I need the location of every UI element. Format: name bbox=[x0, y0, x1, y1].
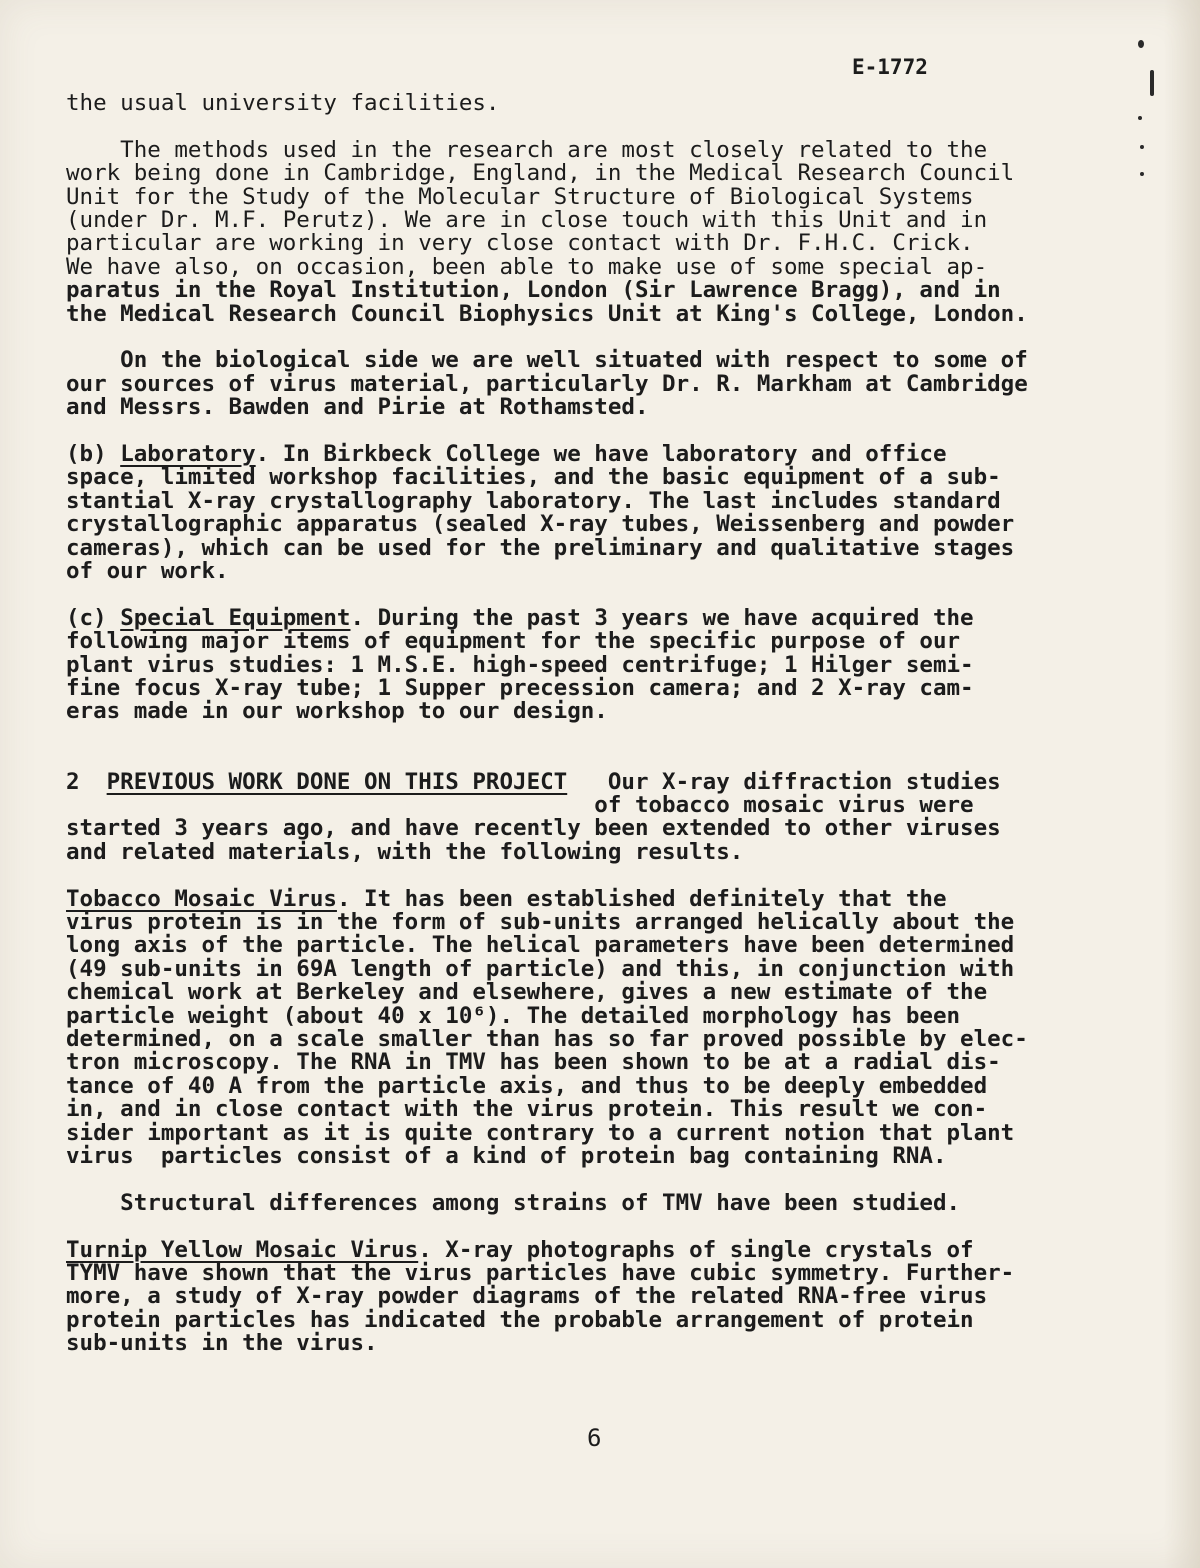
text-line: fine focus X-ray tube; 1 Supper precession camera; and 2 X-ray cam- bbox=[66, 675, 974, 701]
text-line: and Messrs. Bawden and Pirie at Rothamsted. bbox=[66, 394, 649, 421]
text-line: Unit for the Study of the Molecular Structure of Biological Systems bbox=[66, 183, 974, 210]
text-line: of our work. bbox=[66, 558, 229, 584]
text-line: chemical work at Berkeley and elsewhere, gives a new estimate of the bbox=[66, 979, 988, 1006]
section-heading: Tobacco Mosaic Virus bbox=[66, 885, 337, 912]
section-text: . In Birkbeck College we have laboratory and office bbox=[255, 441, 947, 467]
text-line bbox=[66, 768, 1001, 795]
margin-mark bbox=[1150, 70, 1154, 96]
text-line bbox=[66, 443, 947, 467]
section-text: . X-ray photographs of single crystals of bbox=[418, 1236, 974, 1263]
text-line: of tobacco mosaic virus were bbox=[66, 792, 974, 818]
text-line: We have also, on occasion, been able to make use of some special ap- bbox=[66, 253, 988, 280]
text-line bbox=[66, 1236, 974, 1263]
text-line: On the biological side we are well situated with respect to some of bbox=[66, 347, 1028, 374]
text-line: more, a study of X-ray powder diagrams of the related RNA-free virus bbox=[66, 1283, 988, 1310]
text-line: TYMV have shown that the virus particles have cubic symmetry. Further- bbox=[66, 1260, 1015, 1286]
text-line: in, and in close contact with the virus protein. This result we con- bbox=[66, 1096, 988, 1123]
text-line: plant virus studies: 1 M.S.E. high-speed centrifuge; 1 Hilger semi- bbox=[66, 651, 974, 678]
text-line: long axis of the particle. The helical parameters have been determined bbox=[66, 932, 1015, 959]
section-text: . During the past 3 years we have acquired the bbox=[350, 604, 974, 631]
margin-mark bbox=[1138, 116, 1142, 120]
section-text: . It has been established definitely that the bbox=[336, 885, 947, 912]
text-line: particle weight (about 40 x 10⁶). The detailed morphology has been bbox=[66, 1002, 961, 1029]
text-line: (49 sub-units in 69A length of particle) and this, in conjunction with bbox=[66, 955, 1015, 982]
document-reference: E-1772 bbox=[852, 55, 928, 79]
text-line: The methods used in the research are most closely related to the bbox=[66, 136, 988, 163]
text-line: determined, on a scale smaller than has so far proved possible by elec- bbox=[66, 1026, 1028, 1052]
section-heading: Special Equipment bbox=[120, 604, 351, 631]
text-line: following major items of equipment for the specific purpose of our bbox=[66, 628, 961, 655]
margin-mark bbox=[1140, 172, 1144, 176]
text-line: sider important as it is quite contrary to a current notion that plant bbox=[66, 1119, 1015, 1146]
text-line: (under Dr. M.F. Perutz). We are in close touch with this Unit and in bbox=[66, 207, 988, 233]
text-line: paratus in the Royal Institution, London (Sir Lawrence Bragg), and in bbox=[66, 277, 1001, 304]
text-line: crystallographic apparatus (sealed X-ray tubes, Weissenberg and powder bbox=[66, 511, 1015, 538]
text-line: tron microscopy. The RNA in TMV has been shown to be at a radial dis- bbox=[66, 1049, 1001, 1076]
text-line: Structural differences among strains of TMV have been studied. bbox=[66, 1189, 961, 1216]
text-line: space, limited workshop facilities, and the basic equipment of a sub- bbox=[66, 464, 1001, 491]
text-line: the usual university facilities. bbox=[66, 90, 500, 116]
text-line: eras made in our workshop to our design. bbox=[66, 698, 608, 725]
text-line: the Medical Research Council Biophysics Unit at King's College, London. bbox=[66, 300, 1028, 327]
text-line: virus protein is in the form of sub-units arranged helically about the bbox=[66, 909, 1015, 935]
margin-mark bbox=[1140, 145, 1144, 149]
page-number: 6 bbox=[587, 1424, 602, 1452]
text-line: particular are working in very close contact with Dr. F.H.C. Crick. bbox=[66, 230, 974, 257]
text-line: cameras), which can be used for the preliminary and qualitative stages bbox=[66, 534, 1015, 561]
section-heading: Laboratory bbox=[120, 441, 256, 467]
section-label: (c) bbox=[66, 604, 121, 631]
text-line: sub-units in the virus. bbox=[66, 1330, 378, 1357]
text-line: work being done in Cambridge, England, in the Medical Research Council bbox=[66, 160, 1015, 187]
margin-mark bbox=[1138, 40, 1144, 48]
text-line: tance of 40 A from the particle axis, and thus to be deeply embedded bbox=[66, 1072, 988, 1099]
section-text: Our X-ray diffraction studies bbox=[567, 768, 1001, 795]
text-line: stantial X-ray crystallography laboratory. The last includes standard bbox=[66, 487, 1001, 514]
text-line: our sources of virus material, particularly Dr. R. Markham at Cambridge bbox=[66, 370, 1028, 397]
section-label: (b) bbox=[66, 441, 121, 467]
text-line bbox=[66, 604, 974, 631]
text-line: protein particles has indicated the probable arrangement of protein bbox=[66, 1306, 974, 1333]
text-line: virus particles consist of a kind of protein bag containing RNA. bbox=[66, 1143, 947, 1169]
text-line bbox=[66, 885, 947, 912]
paper-edge-shadow bbox=[1164, 0, 1200, 1568]
section-heading: Turnip Yellow Mosaic Virus bbox=[66, 1236, 419, 1263]
text-line: and related materials, with the following results. bbox=[66, 838, 744, 865]
text-line: started 3 years ago, and have recently been extended to other viruses bbox=[66, 815, 1001, 842]
section-label: 2 bbox=[66, 768, 107, 795]
section-heading: PREVIOUS WORK DONE ON THIS PROJECT bbox=[106, 768, 568, 795]
